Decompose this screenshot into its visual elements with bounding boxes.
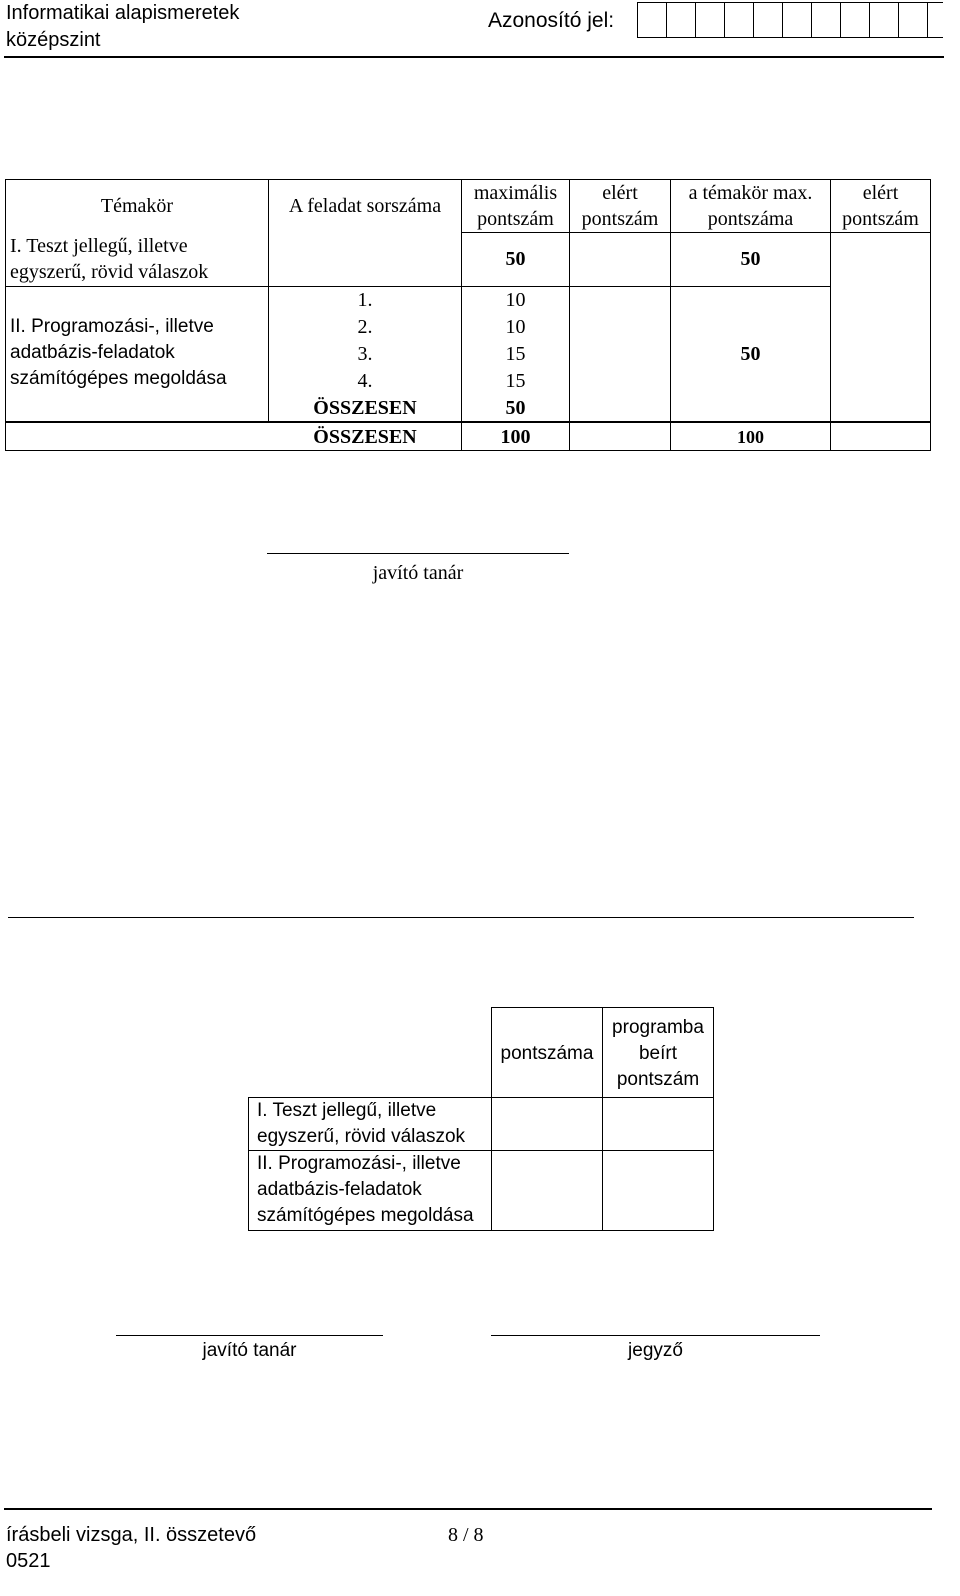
col-header-max-points-line: pontszám xyxy=(477,208,554,230)
summary-header-cell xyxy=(602,1007,714,1098)
section2-subtotal-label: ÖSSZESEN xyxy=(313,397,417,419)
signature-right-label: jegyző xyxy=(628,1340,683,1361)
col-header-topic-earned xyxy=(831,180,930,232)
summary-row2-label xyxy=(257,1151,491,1229)
id-box[interactable] xyxy=(898,2,928,38)
section2-label-line: II. Programozási-, illetve xyxy=(10,316,214,337)
summary-row2-label-cell xyxy=(248,1150,492,1231)
summary-row2-label-line: adatbázis-feladatok xyxy=(257,1179,422,1200)
summary-col2-header-line: programba xyxy=(612,1017,704,1038)
header-subject xyxy=(6,0,239,54)
col-header-topic-max-line: a témakör max. xyxy=(688,182,813,204)
summary-row1-label-line: I. Teszt jellegű, illetve xyxy=(257,1100,437,1121)
summary-col2-header-line: beírt xyxy=(638,1043,678,1064)
footer-code: 0521 xyxy=(6,1550,51,1572)
summary-row2-score-cell[interactable] xyxy=(491,1150,603,1231)
task-max: 10 xyxy=(505,316,526,338)
section-divider xyxy=(8,917,914,918)
task-number: 3. xyxy=(357,343,373,365)
id-box[interactable] xyxy=(811,2,841,38)
task-max: 15 xyxy=(505,343,526,365)
section1-max: 50 xyxy=(505,248,526,270)
col-header-task-no: A feladat sorszáma xyxy=(288,195,442,217)
total-max: 100 xyxy=(500,426,531,448)
col-header-earned-line: elért xyxy=(602,182,638,204)
id-box[interactable] xyxy=(927,2,943,38)
table-border xyxy=(830,232,930,233)
summary-row1-label-line: egyszerű, rövid válaszok xyxy=(257,1126,466,1147)
signature-line-left xyxy=(116,1335,383,1336)
task-number: 2. xyxy=(357,316,373,338)
table-border xyxy=(5,421,931,423)
summary-col1-header: pontszáma xyxy=(500,1043,594,1064)
summary-row1-entered-cell[interactable] xyxy=(602,1097,714,1151)
id-box[interactable] xyxy=(724,2,754,38)
summary-row2-label-line: számítógépes megoldása xyxy=(257,1205,474,1226)
col-header-max-points xyxy=(462,180,569,232)
total-label: ÖSSZESEN xyxy=(313,426,417,448)
task-number: 4. xyxy=(357,370,373,392)
section1-topic-max: 50 xyxy=(740,248,761,270)
header-id-label: Azonosító jel: xyxy=(488,9,615,32)
signature-left-label: javító tanár xyxy=(202,1340,297,1361)
table-border xyxy=(461,232,569,233)
col-header-topic-max xyxy=(671,180,830,232)
summary-col2-header-line: pontszám xyxy=(616,1069,700,1090)
id-box[interactable] xyxy=(666,2,696,38)
col-header-topic: Témakör xyxy=(100,195,174,217)
col-header-earned xyxy=(570,180,670,232)
id-box[interactable] xyxy=(695,2,725,38)
signature-line xyxy=(267,553,569,554)
id-box[interactable] xyxy=(869,2,899,38)
section1-label-line: I. Teszt jellegű, illetve xyxy=(10,235,188,257)
col-header-max-points-line: maximális xyxy=(473,182,558,204)
section2-subtotal: 50 xyxy=(505,397,526,419)
id-box[interactable] xyxy=(753,2,783,38)
section1-label-line: egyszerű, rövid válaszok xyxy=(10,261,209,283)
section2-topic-max: 50 xyxy=(740,343,761,365)
task-number: 1. xyxy=(357,289,373,311)
id-box[interactable] xyxy=(782,2,812,38)
col-header-topic-max-line: pontszáma xyxy=(707,208,794,230)
section1-label xyxy=(10,233,268,285)
footer-left xyxy=(6,1522,256,1574)
col-header-topic-earned-line: pontszám xyxy=(842,208,919,230)
table-border xyxy=(5,450,931,451)
summary-col2-header xyxy=(603,1015,713,1093)
summary-header-cell xyxy=(491,1007,603,1098)
table-border xyxy=(569,232,670,233)
summary-row2-label-line: II. Programozási-, illetve xyxy=(257,1153,461,1174)
table-border xyxy=(930,179,931,451)
footer-exam-label: írásbeli vizsga, II. összetevő xyxy=(6,1524,257,1546)
col-header-topic-earned-line: elért xyxy=(862,182,899,204)
section2-label-line: számítógépes megoldása xyxy=(10,368,227,389)
col-header-earned-line: pontszám xyxy=(581,208,659,230)
task-max: 15 xyxy=(505,370,526,392)
table-border xyxy=(670,232,830,233)
footer-page: 8 / 8 xyxy=(448,1524,484,1546)
id-box[interactable] xyxy=(637,2,667,38)
summary-row2-entered-cell[interactable] xyxy=(602,1150,714,1231)
summary-row1-label xyxy=(257,1098,491,1150)
footer-rule xyxy=(4,1508,932,1510)
signature-label: javító tanár xyxy=(372,562,464,584)
section2-label xyxy=(10,314,268,392)
summary-row1-label-cell xyxy=(248,1097,492,1151)
id-box[interactable] xyxy=(840,2,870,38)
header-subject-line2: középszint xyxy=(6,29,101,51)
signature-line-right xyxy=(491,1335,820,1336)
section2-label-line: adatbázis-feladatok xyxy=(10,342,175,363)
header-subject-line1: Informatikai alapismeretek xyxy=(6,2,240,24)
header-rule xyxy=(4,56,944,58)
total-topic-max: 100 xyxy=(737,427,764,447)
summary-row1-score-cell[interactable] xyxy=(491,1097,603,1151)
task-max: 10 xyxy=(505,289,526,311)
table-border xyxy=(5,179,6,451)
